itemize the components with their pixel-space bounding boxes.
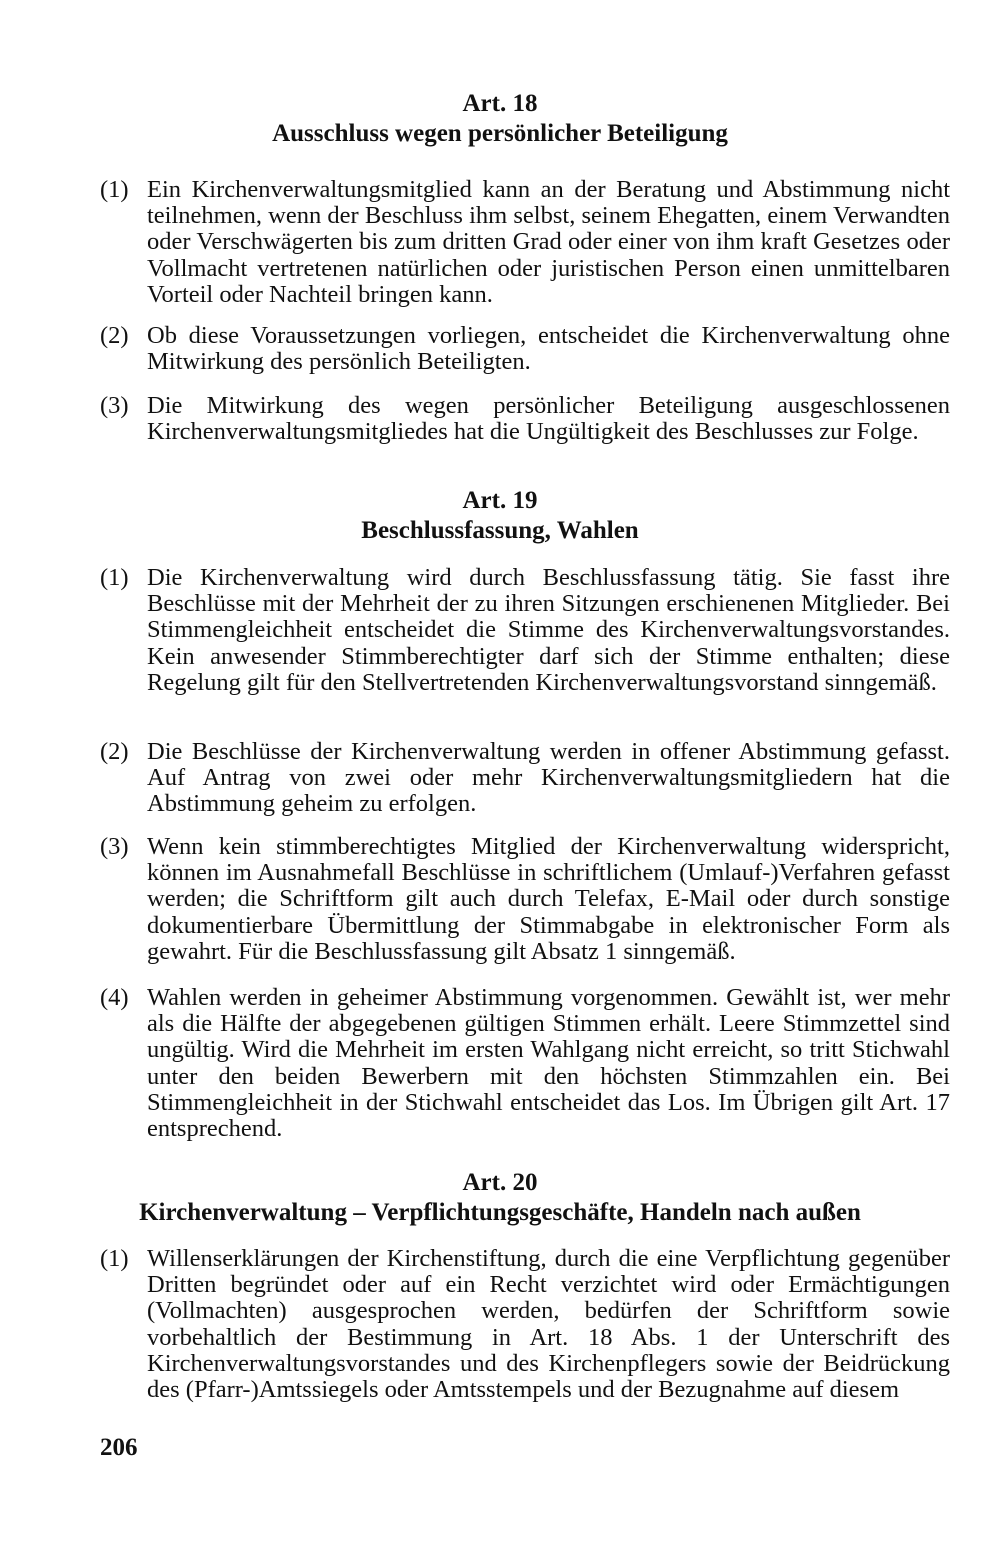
paragraph-text: Ein Kirchenverwaltungsmitglied kann an der Beratung und Abstimmung nicht teilnehmen, wenn der Beschluss ihm selbst, seinem Ehegatten, einem Verwandten oder Verschwägerten bis zum dritten Grad oder einer von ihm kraft Gesetzes oder Vollmacht vertretenen natürlichen oder juristischen Person einen unmittelbaren Vorteil oder Nachteil bringen kann. [147,176,950,308]
paragraph-text: Die Mitwirkung des wegen persönlicher Beteiligung ausgeschlossenen Kirchenverwaltungsmitgliedes hat die Ungültigkeit des Beschlusses zur Folge. [147,392,950,446]
paragraph-text: Willenserklärungen der Kirchenstiftung, durch die eine Verpflichtung gegenüber Dritten begründet oder auf ein Recht verzichtet wird oder Ermächtigungen (Vollmachten) ausgesprochen werden, bedürfen der Schriftform sowie vorbehaltlich der Bestimmung in Art. 18 Abs. 1 der Unterschrift des Kirchenverwaltungsvorstandes und des Kirchenpflegers sowie der Beidrückung des (Pfarr-)Amtssiegels oder Amtsstempels und der Bezugnahme auf diesem [147,1245,950,1404]
paragraph-text: Wenn kein stimmberechtigtes Mitglied der Kirchenverwaltung widerspricht, können im Ausnahmefall Beschlüsse in schriftlichem (Umlauf-)Verfahren gefasst werden; die Schriftform gilt auch durch Telefax, E-Mail oder durch sonstige dokumentierbare Übermittlung der Stimmabgabe in elektronischer Form als gewahrt. Für die Beschlussfassung gilt Absatz 1 sinngemäß. [147,833,950,965]
article-20-paragraph-1 [100,1246,950,1403]
paragraph-number: (3) [100,833,129,860]
paragraph-text: Die Kirchenverwaltung wird durch Beschlussfassung tätig. Sie fasst ihre Beschlüsse mit der Mehrheit der zu ihren Sitzungen erschienenen Mitglieder. Bei Stimmengleichheit entscheidet die Stimme des Kirchenverwaltungsvorstandes. Kein anwesender Stimmberechtigter darf sich der Stimme enthalten; diese Regelung gilt für den Stellvertretenden Kirchenverwaltungsvorstand sinngemäß. [147,564,950,696]
article-20-heading [0,1168,1000,1228]
article-18-paragraph-3 [100,393,950,445]
paragraph-number: (3) [100,392,129,419]
article-19-paragraph-1 [100,565,950,696]
article-number: Art. 20 [462,1169,538,1196]
article-19-paragraph-3 [100,834,950,965]
article-18-paragraph-2 [100,323,950,375]
article-18-paragraph-1 [100,177,950,308]
article-19-heading [0,486,1000,546]
article-title: Kirchenverwaltung – Verpflichtungsgeschäfte, Handeln nach außen [139,1199,861,1226]
article-title: Beschlussfassung, Wahlen [361,517,639,544]
paragraph-number: (2) [100,322,129,349]
paragraph-number: (1) [100,176,129,203]
article-number: Art. 18 [462,90,538,117]
article-title: Ausschluss wegen persönlicher Beteiligung [272,120,728,147]
article-19-paragraph-2 [100,739,950,818]
paragraph-number: (2) [100,738,129,765]
paragraph-text: Ob diese Voraussetzungen vorliegen, entscheidet die Kirchenverwaltung ohne Mitwirkung des persönlich Beteiligten. [147,322,950,376]
page-number: 206 [100,1434,138,1461]
article-18-heading [0,89,1000,149]
article-number: Art. 19 [462,487,538,514]
paragraph-number: (4) [100,984,129,1011]
paragraph-number: (1) [100,1245,129,1272]
paragraph-number: (1) [100,564,129,591]
paragraph-text: Die Beschlüsse der Kirchenverwaltung werden in offener Abstimmung gefasst. Auf Antrag von zwei oder mehr Kirchenverwaltungsmitgliedern hat die Abstimmung geheim zu erfolgen. [147,738,950,818]
article-19-paragraph-4 [100,985,950,1142]
paragraph-text: Wahlen werden in geheimer Abstimmung vorgenommen. Gewählt ist, wer mehr als die Hälfte der abgegebenen gültigen Stimmen erhält. Leere Stimmzettel sind ungültig. Wird die Mehrheit im ersten Wahlgang nicht erreicht, so tritt Stichwahl unter den beiden Bewerbern mit den höchsten Stimmzahlen ein. Bei Stimmengleichheit in der Stichwahl entscheidet das Los. Im Übrigen gilt Art. 17 entsprechend. [147,984,950,1143]
